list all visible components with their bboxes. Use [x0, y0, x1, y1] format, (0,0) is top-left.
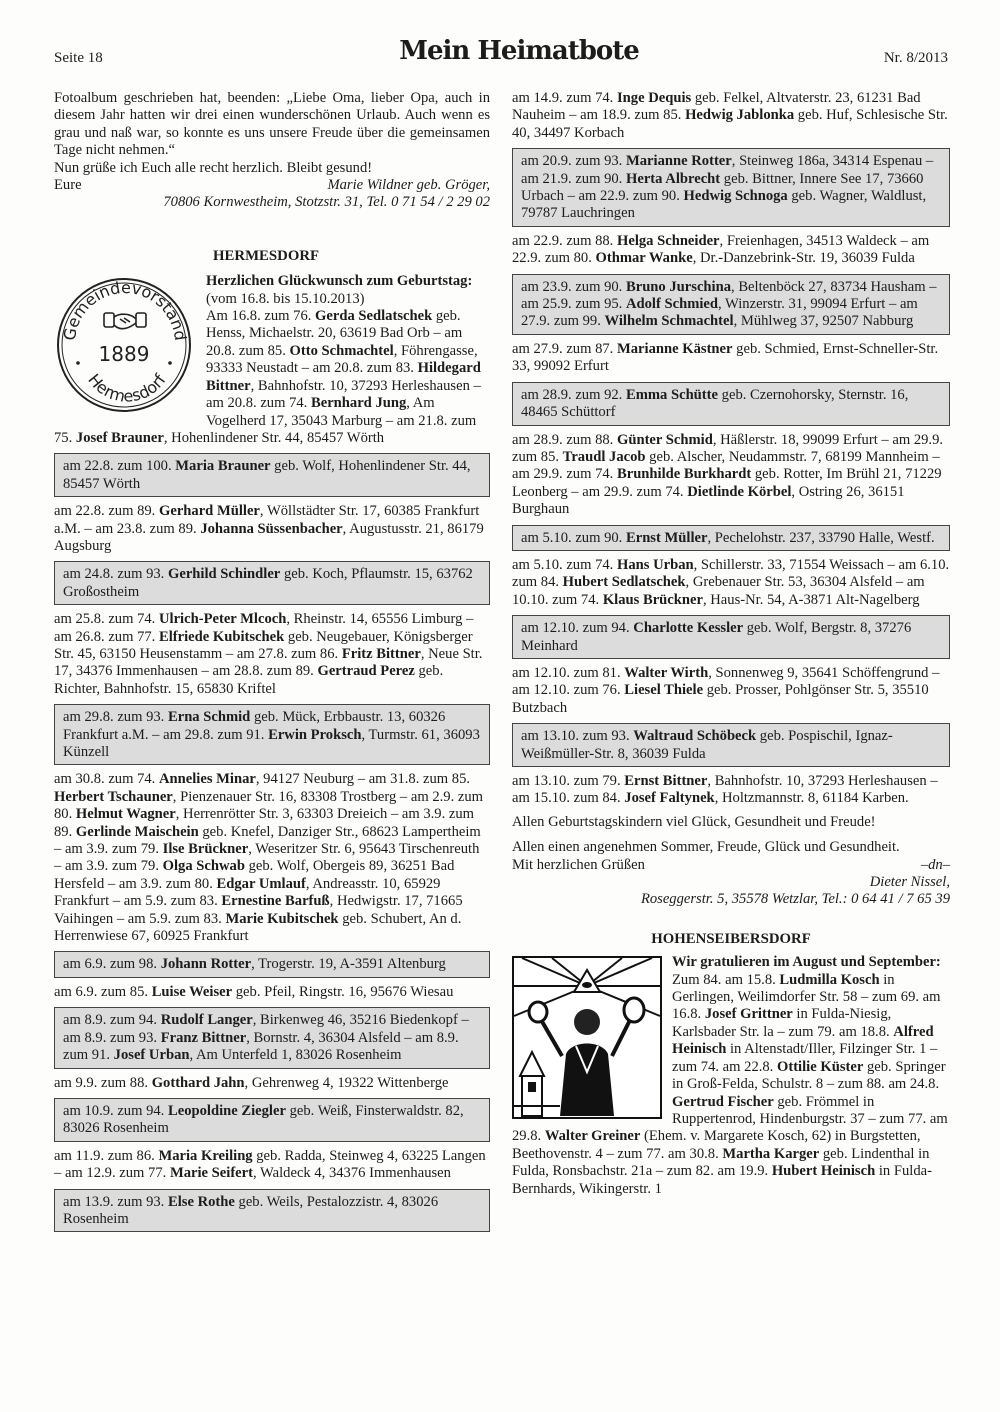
woodcut-illustration	[512, 956, 662, 1119]
person-name: Otto Schmachtel	[289, 342, 394, 359]
seal-year: 1889	[98, 342, 150, 367]
closing-line-2: Mit herzlichen Grüßen	[512, 856, 645, 873]
person-name: Marie Kubitschek	[225, 910, 339, 927]
person-name: Gertrud Fischer	[672, 1093, 774, 1110]
birthday-entry: am 13.10. zum 79. Ernst Bittner, Bahnhofstr. 10, 37293 Herleshausen – am 15.10. zum 84. Josef Faltynek, Holtzmannstr. 8, 61184 Karben.	[512, 773, 938, 807]
person-name: Rudolf Langer	[160, 1012, 253, 1029]
person-name: Maria Kreiling	[158, 1147, 253, 1164]
person-name: Ernst Müller	[625, 529, 708, 546]
handshake-icon	[104, 313, 146, 329]
person-name: Ludmilla Kosch	[779, 971, 880, 988]
person-name: Walter Greiner	[544, 1128, 641, 1145]
person-name: Ulrich-Peter Mlcoch	[158, 611, 287, 628]
birthday-entry: am 5.10. zum 74. Hans Urban, Schillerstr. 33, 71554 Weissach – am 6.10. zum 84. Hubert Sedlatschek, Grebenauer Str. 53, 36304 Alsfeld – am 10.10. zum 74. Klaus Brückner, Haus-Nr. 54, A-3871 Alt-Nagelberg	[512, 556, 950, 608]
highlighted-birthday-entry: am 28.9. zum 92. Emma Schütte geb. Czernohorsky, Sternstr. 16, 48465 Schüttorf	[512, 382, 950, 426]
right-entries	[512, 90, 950, 808]
highlighted-birthday-entry: am 8.9. zum 94. Rudolf Langer, Birkenweg 46, 35216 Biedenkopf – am 8.9. zum 93. Franz Bittner, Bornstr. 4, 36304 Alsfeld – am 8.9. zum 91. Josef Urban, Am Unterfeld 1, 83026 Rosenheim	[54, 1007, 490, 1068]
person-name: Emma Schütte	[625, 386, 719, 403]
birthday-entry: am 22.9. zum 88. Helga Schneider, Freienhagen, 34513 Waldeck – am 22.9. zum 80. Othmar Wanke, Dr.-Danzebrink-Str. 19, 36039 Fulda	[512, 232, 930, 267]
person-name: Walter Wirth	[624, 664, 709, 681]
person-name: Hubert Heinisch	[771, 1163, 876, 1180]
person-name: Hildegard Bittner	[206, 360, 481, 394]
torch-icon	[624, 998, 644, 1022]
birthday-entry: am 12.10. zum 81. Walter Wirth, Sonnenweg 9, 35641 Schöffengrund – am 12.10. zum 76. Liesel Thiele geb. Prosser, Pohlgönser Str. 5, 35510 Butzbach	[512, 664, 940, 716]
birthday-wish: Allen Geburtstagskindern viel Glück, Gesundheit und Freude!	[512, 813, 876, 830]
highlighted-birthday-entry: am 5.10. zum 90. Ernst Müller, Pechelohstr. 237, 33790 Halle, Westf.	[512, 525, 950, 551]
right-column	[512, 90, 950, 1198]
person-name: Erwin Proksch	[268, 726, 362, 743]
seal-top-text: Gemeindevorstand	[59, 278, 191, 343]
person-name: Marianne Kästner	[616, 340, 733, 357]
person-name: Erna Schmid	[167, 709, 251, 726]
person-name: Herbert Tschauner	[54, 788, 173, 805]
birthday-entry: am 6.9. zum 85. Luise Weiser geb. Pfeil, Ringstr. 16, 95676 Wiesau	[54, 983, 454, 1000]
signer-address: Roseggerstr. 5, 35578 Wetzlar, Tel.: 0 64 41 / 7 65 39	[640, 891, 950, 908]
left-column	[54, 90, 490, 1238]
person-name: Inge Dequis	[616, 90, 692, 106]
letter-greeting: Nun grüße ich Euch alle recht herzlich. Bleibt gesund!	[54, 159, 373, 176]
section-title-hermesdorf: HERMESDORF	[213, 247, 320, 264]
person-name: Elfriede Kubitschek	[158, 628, 285, 645]
person-name: Josef Urban	[113, 1047, 190, 1064]
person-name: Maria Brauner	[175, 458, 271, 475]
highlighted-birthday-entry: am 10.9. zum 94. Leopoldine Ziegler geb. Weiß, Finsterwaldstr. 82, 83026 Rosenheim	[54, 1098, 490, 1142]
person-name: Gerda Sedlatschek	[315, 308, 433, 325]
issue-number: Nr. 8/2013	[883, 50, 948, 66]
letter-eure: Eure	[54, 177, 82, 194]
person-name: Alfred Heinisch	[672, 1023, 934, 1058]
person-name: Herta Albrecht	[625, 170, 721, 187]
person-name: Ernst Bittner	[624, 773, 708, 789]
person-name: Helmut Wagner	[75, 806, 176, 823]
person-name: Wilhelm Schmachtel	[604, 313, 734, 330]
person-name: Marie Seifert	[169, 1165, 253, 1182]
masthead-title: Mein Heimatbote	[399, 36, 639, 66]
birthday-entry: am 28.9. zum 88. Günter Schmid, Häßlerstr. 18, 99099 Erfurt – am 29.9. zum 85. Traudl Jacob geb. Alscher, Neudammstr. 7, 68199 Mannheim – am 29.9. zum 74. Brunhilde Burkhardt geb. Rotter, Im Brühl 21, 71229 Leonberg – am 29.9. zum 74. Dietlinde Körbel, Ostring 26, 36151 Burghaun	[512, 431, 944, 518]
hermesdorf-intro: Herzlichen Glückwunsch zum Geburtstag: (vom 16.8. bis 15.10.2013)	[206, 273, 473, 307]
person-name: Hubert Sedlatschek	[562, 574, 686, 591]
person-name: Günter Schmid	[616, 431, 713, 448]
highlighted-birthday-entry: am 22.8. zum 100. Maria Brauner geb. Wolf, Hohenlindener Str. 44, 85457 Wörth	[54, 453, 490, 497]
person-name: Charlotte Kessler	[633, 620, 744, 637]
page-number: Seite 18	[54, 50, 103, 66]
person-name: Gerhard Müller	[158, 503, 260, 520]
person-name: Else Rothe	[167, 1193, 235, 1210]
birthday-entry: Am 16.8. zum 76. Gerda Sedlatschek geb. Henss, Michaelstr. 20, 63619 Bad Orb – am 20.8. zum 85. Otto Schmachtel, Föhrengasse, 93333 Neustadt – am 20.8. zum 83. Hildegard Bittner, Bahnhofstr. 10, 37293 Herleshausen – am 20.8. zum 74. Bernhard Jung, Am Vogelherd 17, 35043 Marburg – am 21.8. zum 75. Josef Brauner, Hohenlindener Str. 44, 85457 Wörth	[54, 308, 481, 446]
person-name: Traudl Jacob	[562, 448, 646, 465]
seal-bottom-text: Hermesdorf	[84, 370, 170, 407]
signer-name: Dieter Nissel,	[869, 874, 950, 891]
highlighted-birthday-entry: am 6.9. zum 98. Johann Rotter, Trogerstr. 19, A-3591 Altenburg	[54, 951, 490, 977]
figure-head	[574, 1009, 600, 1035]
person-name: Brunhilde Burkhardt	[616, 466, 752, 483]
person-name: Liesel Thiele	[624, 682, 704, 699]
highlighted-birthday-entry: am 13.9. zum 93. Else Rothe geb. Weils, Pestalozzistr. 4, 83026 Rosenheim	[54, 1189, 490, 1233]
person-name: Ottilie Küster	[776, 1058, 864, 1075]
birthday-entry: am 30.8. zum 74. Annelies Minar, 94127 Neuburg – am 31.8. zum 85. Herbert Tschauner, Pienzenauer Str. 16, 83308 Trostberg – am 2.9. zum 80. Helmut Wagner, Herrenrötter Str. 3, 63303 Dreieich – am 3.9. zum 89. Gerlinde Maischein geb. Knefel, Danziger Str., 68623 Lampertheim – am 3.9. zum 79. Ilse Brückner, Weseritzer Str. 6, 95643 Tirschenreuth – am 3.9. zum 79. Olga Schwab geb. Wolf, Obergeis 89, 36251 Bad Hersfeld – am 3.9. zum 80. Edgar Umlauf, Andreasstr. 10, 65929 Frankfurt – am 5.9. zum 83. Ernestine Barfuß, Hedwigstr. 17, 71665 Vaihingen – am 5.9. zum 83. Marie Kubitschek geb. Schubert, An d. Herrenwiese 67, 60925 Frankfurt	[54, 771, 484, 945]
hohenseibersdorf-text: Wir gratulieren im August und September: Zum 84. am 15.8. Ludmilla Kosch in Gerlingen, Weilimdorfer Str. 58 – zum 69. am 16.8. Josef Grittner in Fulda-Niesig, Karlsbader Str. la – zum 79. am 18.8. Alfred Heinisch in Altenstadt/Iller, Filzinger Str. 1 – zum 74. am 22.8. Ottilie Küster geb. Springer in Groß-Felda, Schulstr. 8 – zum 88. am 24.8. Gertrud Fischer geb. Frömmel in Ruppertenrod, Hindenburgstr. 37 – zum 77. am 29.8. Walter Greiner (Ehem. v. Margarete Kosch, 62) in Burgstetten, Beethovenstr. 4 – zum 77. am 30.8. Martha Karger geb. Lindenthal in Fulda, Ronsbachstr. 21a – zum 82. am 19.9. Hubert Heinisch in Fulda-Bernhards, Wikingerstr. 1	[512, 954, 948, 1197]
left-entries	[54, 308, 490, 1232]
person-name: Marianne Rotter	[625, 153, 732, 170]
person-name: Leopoldine Ziegler	[167, 1102, 286, 1119]
person-name: Othmar Wanke	[595, 250, 693, 267]
section-title-hohenseibersdorf: HOHENSEIBERSDORF	[651, 930, 811, 947]
letter-text: Fotoalbum geschrieben hat, beenden: „Liebe Oma, lieber Opa, auch in diesem Jahr hatten wir drei einen wunderschönen Urlaub. Auch wenn es grau und naß war, so konnte es uns unsere Freude über die gemeinsamen Tage nicht nehmen.“	[54, 90, 490, 159]
person-name: Helga Schneider	[616, 232, 720, 249]
person-name: Johanna Süssenbacher	[200, 520, 343, 537]
person-name: Josef Faltynek	[624, 790, 715, 807]
birthday-entry: am 25.8. zum 74. Ulrich-Peter Mlcoch, Rheinstr. 14, 65556 Limburg – am 26.8. zum 77. Elfriede Kubitschek geb. Neugebauer, Königsberger Str. 45, 63150 Heusenstamm – am 27.8. zum 86. Fritz Bittner, Neue Str. 17, 34376 Immenhausen – am 28.8. zum 89. Gertraud Perez geb. Richter, Bahnhofstr. 15, 65830 Kriftel	[54, 611, 483, 697]
person-name: Bernhard Jung	[310, 395, 407, 412]
person-name: Adolf Schmied	[625, 296, 719, 313]
birthday-entry: am 14.9. zum 74. Inge Dequis geb. Felkel, Altvaterstr. 23, 61231 Bad Nauheim – am 18.9. zum 85. Hedwig Jablonka geb. Huf, Schlesische Str. 40, 34497 Korbach	[512, 90, 948, 141]
birthday-entry: am 11.9. zum 86. Maria Kreiling geb. Radda, Steinweg 4, 63225 Langen – am 12.9. zum 77. Marie Seifert, Waldeck 4, 34376 Immenhausen	[54, 1147, 486, 1182]
person-name: Olga Schwab	[162, 858, 245, 875]
person-name: Hans Urban	[616, 556, 694, 573]
person-name: Gerhild Schindler	[167, 566, 281, 583]
birthday-entry: am 22.8. zum 89. Gerhard Müller, Wöllstädter Str. 17, 60385 Frankfurt a.M. – am 23.8. zum 89. Johanna Süssenbacher, Augustusstr. 21, 86179 Augsburg	[54, 503, 484, 554]
letter-signature	[54, 177, 490, 194]
person-name: Franz Bittner	[160, 1029, 247, 1046]
person-name: Hedwig Schnoga	[683, 188, 788, 205]
highlighted-birthday-entry: am 24.8. zum 93. Gerhild Schindler geb. Koch, Pflaumstr. 15, 63762 Großostheim	[54, 561, 490, 605]
person-name: Klaus Brückner	[602, 591, 703, 608]
person-name: Gotthard Jahn	[151, 1074, 245, 1091]
letter-signer: Marie Wildner geb. Gröger,	[327, 177, 490, 194]
letter-address: 70806 Kornwestheim, Stotzstr. 31, Tel. 0 71 54 / 2 29 02	[163, 194, 490, 211]
highlighted-birthday-entry: am 23.9. zum 90. Bruno Jurschina, Beltenböck 27, 83734 Hausham – am 25.9. zum 95. Adolf Schmied, Winzerstr. 31, 99094 Erfurt – am 27.9. zum 99. Wilhelm Schmachtel, Mühlweg 37, 92507 Nabburg	[512, 274, 950, 335]
person-name: Dietlinde Körbel	[687, 483, 792, 500]
highlighted-birthday-entry: am 29.8. zum 93. Erna Schmid geb. Mück, Erbbaustr. 13, 60326 Frankfurt a.M. – am 29.8. zum 91. Erwin Proksch, Turmstr. 61, 36093 Künzell	[54, 704, 490, 765]
highlighted-birthday-entry: am 12.10. zum 94. Charlotte Kessler geb. Wolf, Bergstr. 8, 37276 Meinhard	[512, 615, 950, 659]
person-name: Edgar Umlauf	[216, 875, 306, 892]
highlighted-birthday-entry: am 20.9. zum 93. Marianne Rotter, Steinweg 186a, 34314 Espenau – am 21.9. zum 90. Herta Albrecht geb. Bittner, Innere See 17, 73660 Urbach – am 22.9. zum 90. Hedwig Schnoga geb. Wagner, Waldlust, 79787 Lauchringen	[512, 148, 950, 227]
person-name: Johann Rotter	[160, 956, 252, 973]
person-name: Ernestine Barfuß	[221, 893, 330, 910]
person-name: Josef Grittner	[704, 1006, 793, 1023]
closing-line-1: Allen einen angenehmen Sommer, Freude, Glück und Gesundheit.	[512, 839, 900, 856]
person-name: Ilse Brückner	[162, 841, 249, 858]
person-name: Fritz Bittner	[341, 645, 421, 662]
page-header	[54, 36, 948, 84]
person-name: Gerlinde Maischein	[75, 823, 199, 840]
person-name: Gertraud Perez	[317, 663, 415, 680]
closing-sign: –dn–	[920, 856, 950, 873]
person-name: Martha Karger	[722, 1145, 820, 1162]
birthday-entry: am 9.9. zum 88. Gotthard Jahn, Gehrenweg 4, 19322 Wittenberge	[54, 1074, 449, 1091]
person-name: Hedwig Jablonka	[685, 107, 795, 124]
closing-row	[512, 857, 950, 874]
gemeindevorstand-seal	[54, 275, 194, 415]
person-name: Josef Brauner	[75, 429, 164, 446]
highlighted-birthday-entry: am 13.10. zum 93. Waltraud Schöbeck geb. Pospischil, Ignaz-Weißmüller-Str. 8, 36039 Fulda	[512, 723, 950, 767]
person-name: Waltraud Schöbeck	[633, 728, 757, 745]
person-name: Luise Weiser	[151, 983, 233, 1000]
person-name: Annelies Minar	[158, 771, 256, 788]
birthday-entry: am 27.9. zum 87. Marianne Kästner geb. Schmied, Ernst-Schneller-Str. 33, 99092 Erfurt	[512, 340, 939, 375]
church-icon	[522, 1074, 542, 1116]
person-name: Bruno Jurschina	[625, 278, 732, 295]
